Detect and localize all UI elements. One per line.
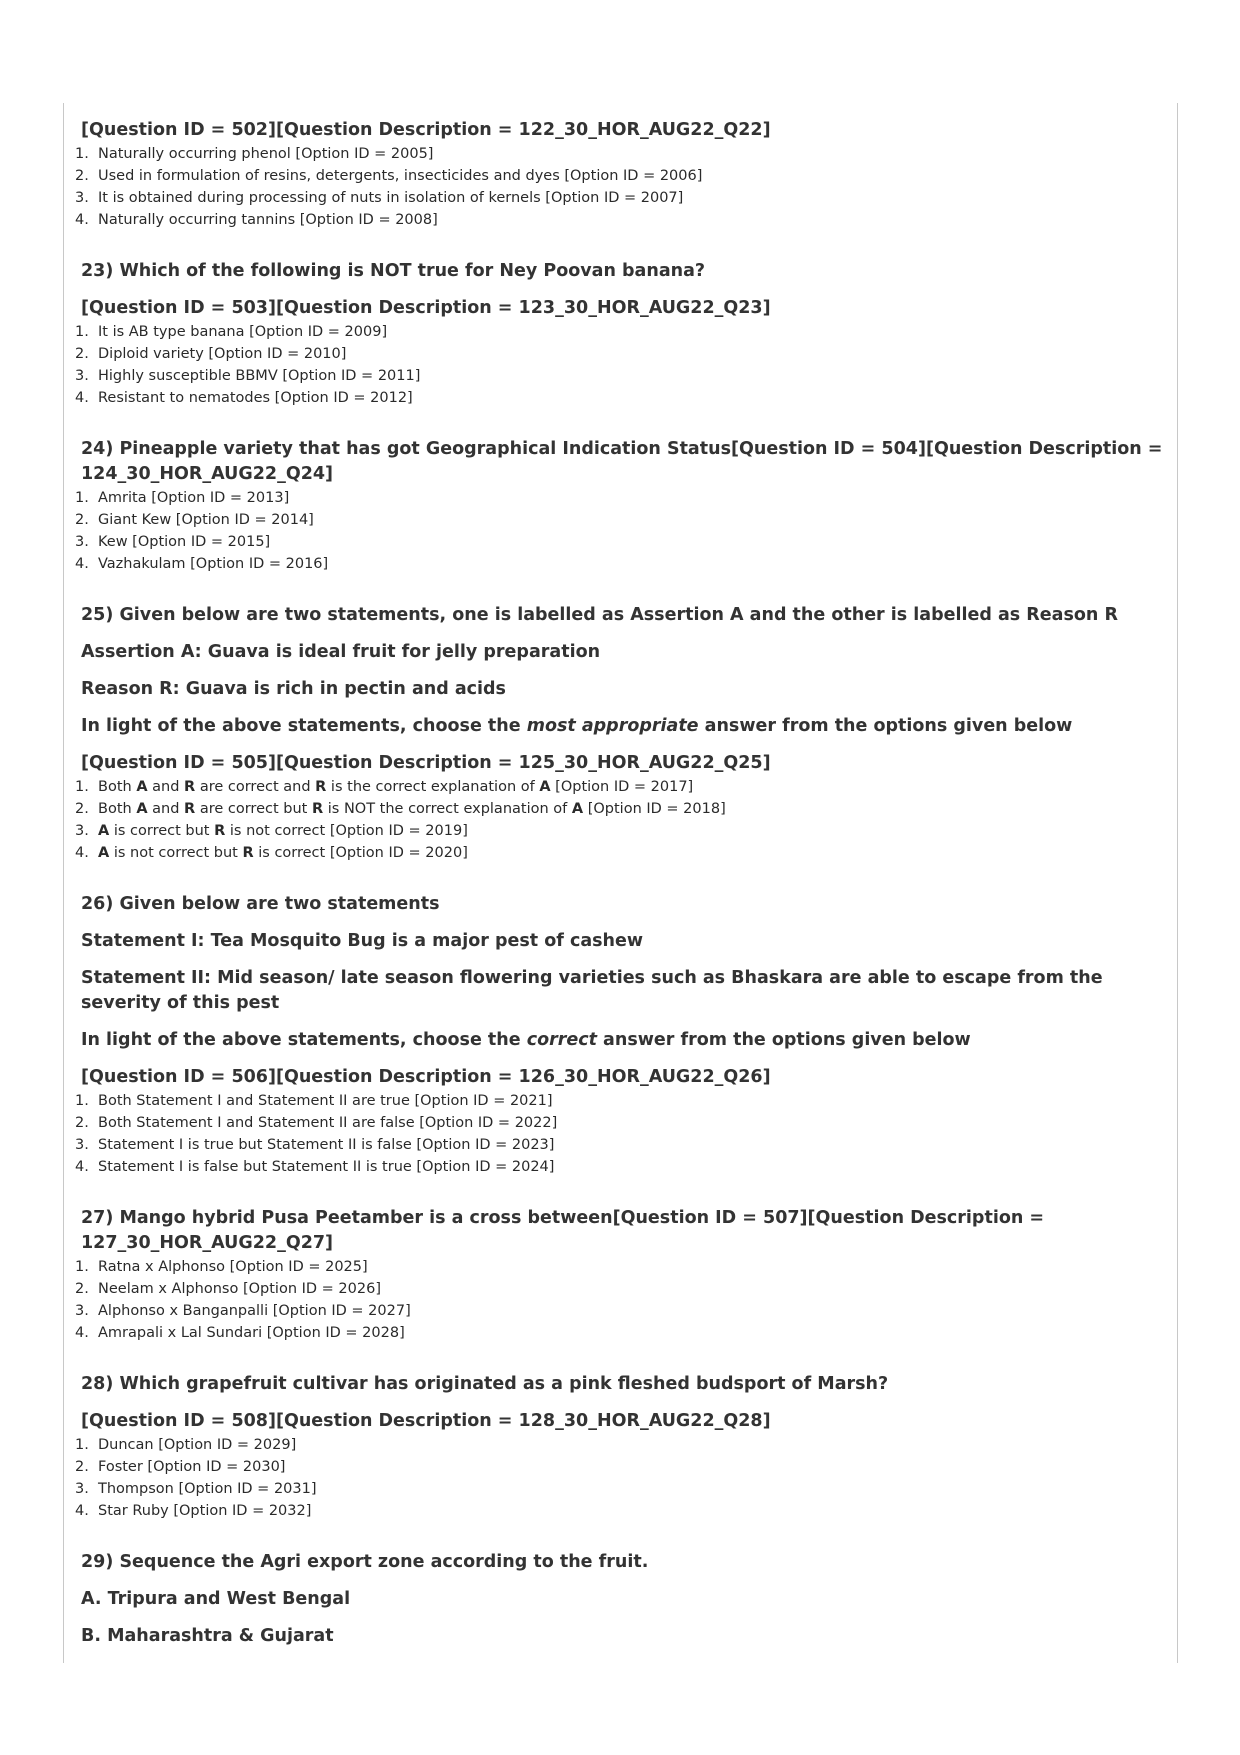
option-2: 2. Diploid variety [Option ID = 2010] bbox=[75, 346, 347, 362]
question-text: 28) Which grapefruit cultivar has originated as a pink fleshed budsport of Marsh? bbox=[81, 1374, 889, 1394]
question-26 bbox=[75, 892, 1175, 1178]
question-29 bbox=[80, 1550, 1175, 1649]
question-paper bbox=[75, 118, 1175, 1661]
option-2: 2. Giant Kew [Option ID = 2014] bbox=[75, 512, 314, 528]
option-2: 2. Neelam x Alphonso [Option ID = 2026] bbox=[75, 1281, 381, 1297]
question-28 bbox=[75, 1372, 1175, 1522]
option-2: 2. Foster [Option ID = 2030] bbox=[75, 1459, 286, 1475]
option-list bbox=[75, 1090, 1175, 1178]
option-1: 1. Amrita [Option ID = 2013] bbox=[75, 490, 290, 506]
option-3: 3. A is correct but R is not correct [Option ID = 2019] bbox=[75, 823, 468, 839]
statement-1-text: Statement I: Tea Mosquito Bug is a major pest of cashew bbox=[81, 931, 644, 951]
option-4: 4. Star Ruby [Option ID = 2032] bbox=[75, 1503, 312, 1519]
option-list bbox=[75, 1256, 1175, 1344]
instruction-text: In light of the above statements, choose the correct answer from the options given below bbox=[81, 1030, 971, 1050]
option-4: 4. Amrapali x Lal Sundari [Option ID = 2028] bbox=[75, 1325, 405, 1341]
option-4: 4. Statement I is false but Statement II is true [Option ID = 2024] bbox=[75, 1159, 555, 1175]
question-text: 23) Which of the following is NOT true for Ney Poovan banana? bbox=[81, 261, 706, 281]
question-id-line: [Question ID = 503][Question Description = 123_30_HOR_AUG22_Q23] bbox=[81, 298, 771, 318]
sequence-item-a: A. Tripura and West Bengal bbox=[81, 1589, 351, 1609]
question-text-line-2: 124_30_HOR_AUG22_Q24] bbox=[81, 464, 334, 484]
question-24 bbox=[75, 437, 1175, 575]
option-1: 1. Both A and R are correct and R is the correct explanation of A [Option ID = 2017] bbox=[75, 779, 694, 795]
option-4: 4. Vazhakulam [Option ID = 2016] bbox=[75, 556, 329, 572]
option-list bbox=[75, 487, 1175, 575]
question-text-line-1: 24) Pineapple variety that has got Geographical Indication Status[Question ID = 504][Question Description = bbox=[81, 439, 1163, 459]
sequence-item-b: B. Maharashtra & Gujarat bbox=[81, 1626, 334, 1646]
question-22 bbox=[75, 118, 1175, 231]
question-25 bbox=[75, 603, 1175, 864]
question-id-line: [Question ID = 506][Question Description = 126_30_HOR_AUG22_Q26] bbox=[81, 1067, 771, 1087]
question-text: 25) Given below are two statements, one is labelled as Assertion A and the other is labelled as Reason R bbox=[81, 605, 1118, 625]
option-3: 3. Thompson [Option ID = 2031] bbox=[75, 1481, 317, 1497]
option-4: 4. Resistant to nematodes [Option ID = 2012] bbox=[75, 390, 413, 406]
question-text-line-1: 27) Mango hybrid Pusa Peetamber is a cross between[Question ID = 507][Question Description = bbox=[81, 1208, 1045, 1228]
option-2: 2. Both Statement I and Statement II are false [Option ID = 2022] bbox=[75, 1115, 558, 1131]
question-text bbox=[81, 437, 1175, 487]
instruction-text: In light of the above statements, choose the most appropriate answer from the options given below bbox=[81, 716, 1073, 736]
option-1: 1. It is AB type banana [Option ID = 2009] bbox=[75, 324, 388, 340]
statement-2-text: Statement II: Mid season/ late season flowering varieties such as Bhaskara are able to escape from the severity of this pest bbox=[81, 968, 1103, 1013]
option-3: 3. It is obtained during processing of nuts in isolation of kernels [Option ID = 2007] bbox=[75, 190, 684, 206]
option-list bbox=[75, 776, 1175, 864]
option-1: 1. Ratna x Alphonso [Option ID = 2025] bbox=[75, 1259, 368, 1275]
option-list bbox=[75, 1434, 1175, 1522]
option-3: 3. Statement I is true but Statement II is false [Option ID = 2023] bbox=[75, 1137, 555, 1153]
page-left-border bbox=[63, 103, 64, 1663]
question-id-line: [Question ID = 508][Question Description = 128_30_HOR_AUG22_Q28] bbox=[81, 1411, 771, 1431]
assertion-text: Assertion A: Guava is ideal fruit for jelly preparation bbox=[81, 642, 601, 662]
option-2: 2. Both A and R are correct but R is NOT the correct explanation of A [Option ID = 2018] bbox=[75, 801, 726, 817]
page-right-border bbox=[1177, 103, 1178, 1663]
question-27 bbox=[75, 1206, 1175, 1344]
option-list bbox=[75, 143, 1175, 231]
question-id-line: [Question ID = 502][Question Description = 122_30_HOR_AUG22_Q22] bbox=[81, 120, 771, 140]
question-text bbox=[81, 1206, 1175, 1256]
option-list bbox=[75, 321, 1175, 409]
option-3: 3. Kew [Option ID = 2015] bbox=[75, 534, 271, 550]
option-1: 1. Both Statement I and Statement II are true [Option ID = 2021] bbox=[75, 1093, 553, 1109]
question-23 bbox=[75, 259, 1175, 409]
reason-text: Reason R: Guava is rich in pectin and acids bbox=[81, 679, 506, 699]
option-3: 3. Highly susceptible BBMV [Option ID = 2011] bbox=[75, 368, 421, 384]
question-text-line-2: 127_30_HOR_AUG22_Q27] bbox=[81, 1233, 334, 1253]
question-text: 26) Given below are two statements bbox=[81, 894, 440, 914]
option-3: 3. Alphonso x Banganpalli [Option ID = 2027] bbox=[75, 1303, 411, 1319]
question-id-line: [Question ID = 505][Question Description = 125_30_HOR_AUG22_Q25] bbox=[81, 753, 771, 773]
option-2: 2. Used in formulation of resins, detergents, insecticides and dyes [Option ID = 2006] bbox=[75, 168, 703, 184]
option-1: 1. Duncan [Option ID = 2029] bbox=[75, 1437, 297, 1453]
option-4: 4. A is not correct but R is correct [Option ID = 2020] bbox=[75, 845, 468, 861]
option-1: 1. Naturally occurring phenol [Option ID = 2005] bbox=[75, 146, 434, 162]
option-4: 4. Naturally occurring tannins [Option ID = 2008] bbox=[75, 212, 438, 228]
question-text: 29) Sequence the Agri export zone according to the fruit. bbox=[81, 1552, 649, 1572]
